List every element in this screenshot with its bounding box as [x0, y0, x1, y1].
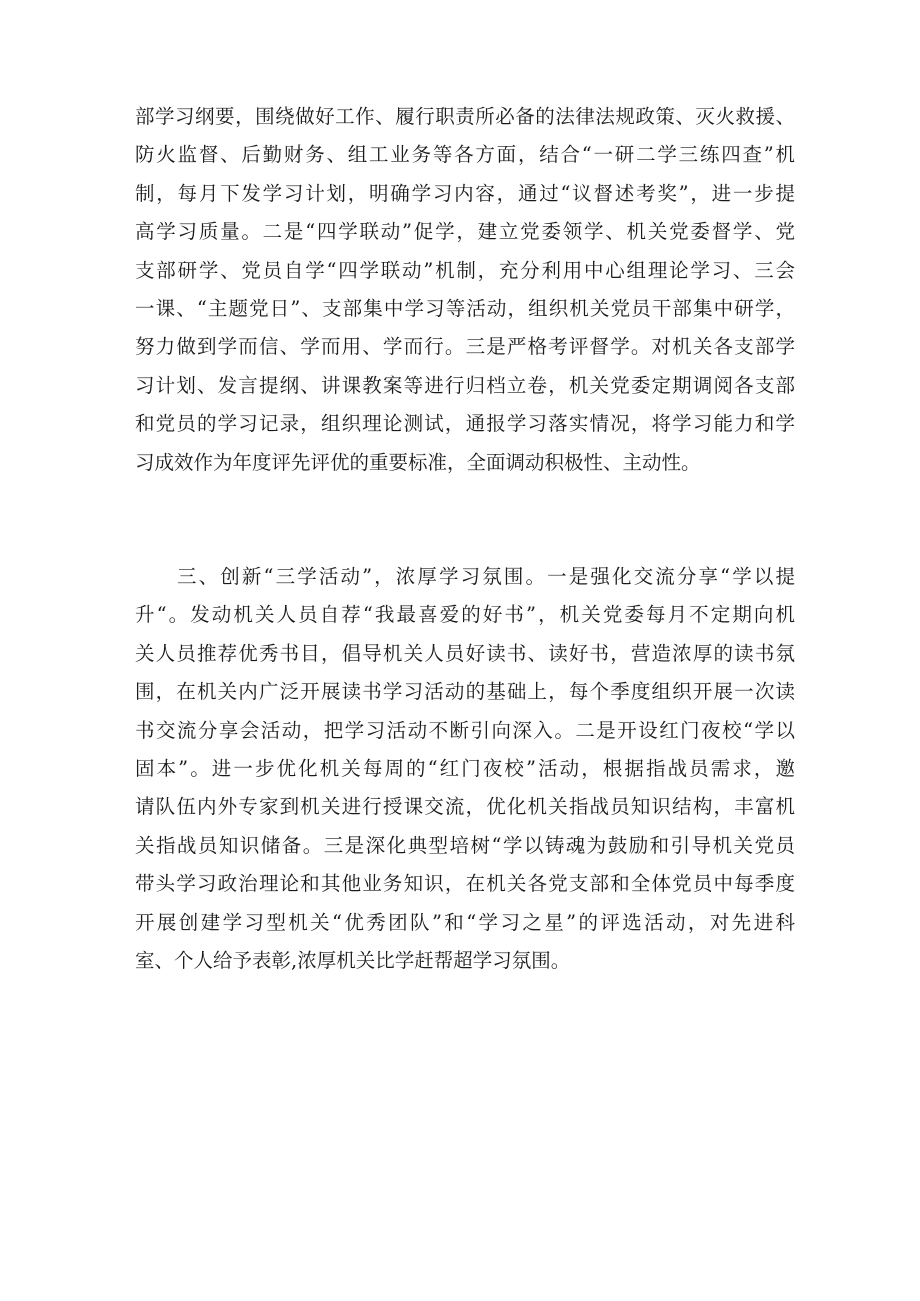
text-line: 开展创建学习型机关“优秀团队”和“学习之星”的评选活动，对先进科 [135, 910, 795, 934]
text-line: 室、个人给予表彰,浓厚机关比学赶帮超学习氛围。 [135, 948, 571, 972]
text-line: 关人员推荐优秀书目，倡导机关人员好读书、读好书，营造浓厚的读书氛 [135, 641, 795, 665]
text-line: 围，在机关内广泛开展读书学习活动的基础上，每个季度组织开展一次读 [135, 680, 795, 704]
text-line: 部学习纲要，围绕做好工作、履行职责所必备的法律法规政策、灭火救援、 [135, 105, 795, 128]
paragraph-study-mechanism [135, 98, 795, 482]
text-line: 关指战员知识储备。三是深化典型培树“学以铸魂为鼓励和引导机关党员 [135, 833, 795, 857]
text-line: 固本”。进一步优化机关每周的“红门夜校”活动，根据指战员需求，邀 [135, 756, 795, 780]
text-line: 升“。发动机关人员自荐“我最喜爱的好书”，机关党委每月不定期向机 [135, 603, 795, 627]
text-line: 一课、“主题党日”、支部集中学习等活动，组织机关党员干部集中研学， [135, 296, 795, 320]
text-line: 请队伍内外专家到机关进行授课交流，优化机关指战员知识结构，丰富机 [135, 795, 795, 819]
text-line: 努力做到学而信、学而用、学而行。三是严格考评督学。对机关各支部学 [135, 335, 795, 359]
text-line: 三、创新“三学活动”，浓厚学习氛围。一是强化交流分享“学以提 [177, 565, 795, 588]
text-line: 高学习质量。二是“四学联动”促学，建立党委领学、机关党委督学、党 [135, 220, 795, 244]
text-line: 支部研学、党员自学“四学联动”机制，充分利用中心组理论学习、三会 [135, 258, 795, 282]
text-line: 制，每月下发学习计划，明确学习内容，通过“议督述考奖”，进一步提 [135, 181, 795, 205]
paragraph-three-study-activities [135, 558, 795, 980]
text-line: 习计划、发言提纲、讲课教案等进行归档立卷，机关党委定期调阅各支部 [135, 373, 795, 397]
text-line: 和党员的学习记录，组织理论测试，通报学习落实情况，将学习能力和学 [135, 412, 795, 436]
text-line: 带头学习政治理论和其他业务知识，在机关各党支部和全体党员中每季度 [135, 872, 795, 896]
text-line: 防火监督、后勤财务、组工业务等各方面，结合“一研二学三练四查”机 [135, 143, 795, 167]
text-line: 书交流分享会活动，把学习活动不断引向深入。二是开设红门夜校“学以 [135, 718, 795, 742]
text-line: 习成效作为年度评先评优的重要标准，全面调动积极性、主动性。 [135, 450, 701, 474]
